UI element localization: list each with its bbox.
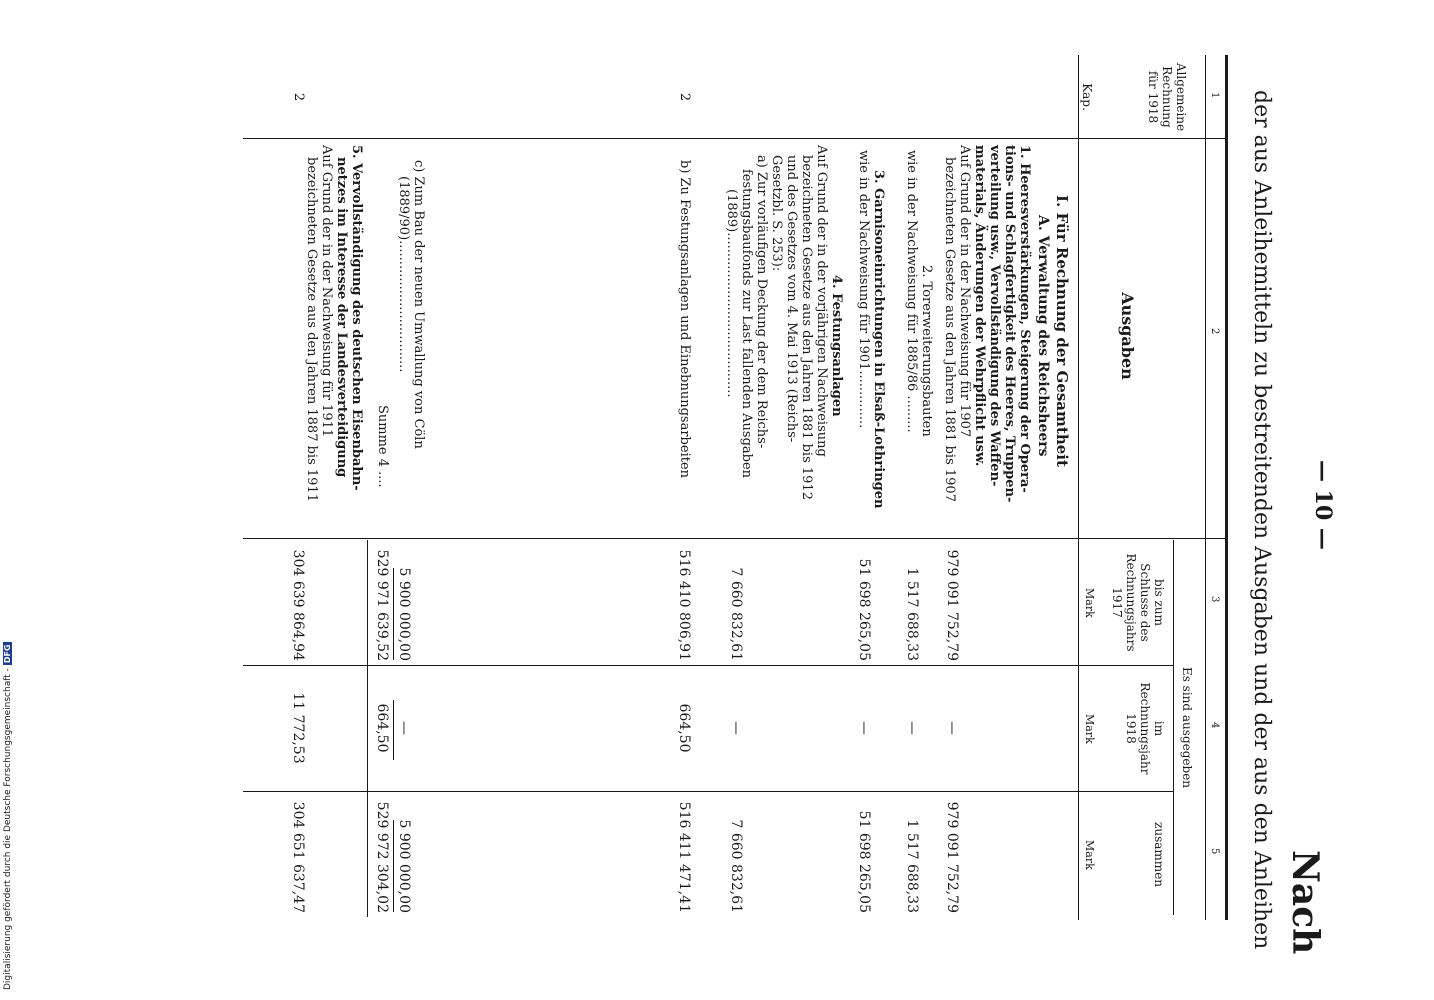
entry-2-line-2: wie in der Nachweisung für 1885/86 .........	[904, 150, 919, 433]
header-zusammen: zusammen	[1152, 822, 1166, 887]
header-allgemeine-rechnung: Allgemeine Rechnung für 1918	[1146, 62, 1188, 132]
entry-7-col4: 664,50	[374, 703, 390, 753]
entry-1-col3: 979 091 752,79	[944, 549, 960, 661]
unit-mark-3: Mark	[1083, 588, 1096, 618]
entry-5-col5: 516 411 471,41	[676, 801, 692, 913]
col-divider-1	[243, 138, 1228, 139]
entry-3-col5: 51 698 265,05	[856, 810, 872, 913]
title-nach: Nach	[1284, 850, 1326, 955]
credit-text: Digitalisierung gefördert durch die Deutsche Forschungsgemeinschaft -	[3, 668, 13, 990]
entry-2-col5: 1 517 688,33	[904, 819, 920, 913]
entry-6-line-2: (1889/90)................................	[396, 176, 411, 373]
sum-rule-col3	[393, 568, 394, 660]
entry-8-col3: 304 639 864,94	[290, 549, 306, 661]
header-bis-schluss-1917: bis zum Schlusse des Rechnungsjahrs 1917	[1110, 553, 1166, 652]
page-number: — 10 —	[1310, 460, 1336, 550]
entry-4-col3: 7 660 832,61	[728, 567, 744, 661]
colnum-5: 5	[1209, 848, 1220, 855]
header-kap: Kap.	[1080, 83, 1094, 111]
entry-6-col3: 5 900 000,00	[396, 567, 412, 661]
entry-2-line-1: 2. Torerweiterungsbauten	[919, 265, 934, 437]
entry-1-line-3: verteilung usw., Vervollständigung des Waffen-	[987, 145, 1002, 487]
entry-1-text	[942, 145, 1032, 502]
entry-8-line-1: 5. Vervollständigung des deutschen Eisenbahn-	[349, 145, 364, 491]
summe-4-label: Summe 4 ....	[375, 405, 390, 488]
header-es-sind-ausgegeben: Es sind ausgegeben	[1180, 666, 1194, 789]
colnum-4: 4	[1209, 722, 1220, 729]
header-ausgaben: Ausgaben	[1118, 292, 1137, 380]
entry-7-col3: 529 971 639,52	[374, 549, 390, 661]
entry-3-text	[856, 150, 886, 508]
sum-rule-col5	[393, 820, 394, 912]
entry-4-line-5: Gesetzbl. S. 253):	[769, 155, 784, 272]
entry-5-col4: 664,50	[676, 703, 692, 753]
entry-1-col4: —	[944, 721, 960, 735]
unit-mark-5: Mark	[1083, 840, 1096, 870]
section-title-main: I. Für Rechnung der Gesamtheit	[1053, 195, 1071, 467]
entry-8-col4: 11 772,53	[290, 692, 306, 764]
entry-7-text	[375, 405, 390, 488]
entry-8-text	[304, 145, 364, 502]
entry-1-line-1: 1. Heeresverstärkungen, Steigerung der Opera-	[1017, 145, 1032, 493]
entry-6-col5: 5 900 000,00	[396, 819, 412, 913]
col-divider-4	[243, 791, 1174, 792]
colnum-3: 3	[1209, 596, 1220, 603]
colnum-1: 1	[1209, 92, 1220, 99]
entry-8-line-3: Auf Grund der in der Nachweisung für 1911	[319, 145, 334, 438]
entry-4-col4: —	[728, 721, 744, 735]
sum-rule-col4	[393, 700, 394, 760]
table-top-rule	[1225, 55, 1228, 920]
header-rechnungsjahr-1918: im Rechnungsjahr 1918	[1124, 682, 1166, 775]
row-separator	[367, 540, 368, 917]
entry-2-text	[904, 150, 934, 437]
group-rule	[1173, 540, 1174, 915]
colnum-2: 2	[1209, 328, 1220, 335]
entry-4-line-7: festungsbaufonds zur Last fallenden Ausgaben	[739, 169, 754, 479]
entry-5-line-1: b) Zu Festungsanlagen und Einebnungsarbeiten	[677, 160, 692, 479]
entry-5-text	[677, 160, 692, 478]
entry-3-col3: 51 698 265,05	[856, 558, 872, 661]
entry-6-col4: —	[396, 721, 412, 735]
entry-6-line-1: c) Zum Bau der neuen Umwallung von Cöln	[411, 160, 426, 449]
entry-1-line-6: bezeichneten Gesetze aus den Jahren 1881 bis 1907	[942, 157, 957, 502]
entry-8-kap: 2	[291, 92, 306, 102]
entry-8-line-2: netzes im Interesse der Landesverteidigung	[334, 157, 349, 478]
entry-1-line-4: materials, Änderungen der Wehrpflicht usw.	[972, 145, 987, 467]
colnum-rule	[1205, 55, 1206, 920]
entry-4-text	[724, 145, 844, 500]
entry-3-line-2: wie in der Nachweisung für 1901..............	[856, 150, 871, 429]
title-subline: der aus Anleihemitteln zu bestreitenden Ausgaben und der aus den Anleihen	[1249, 90, 1274, 950]
entry-2-col4: —	[904, 721, 920, 735]
col-divider-3	[243, 665, 1174, 666]
entry-8-line-4: bezeichneten Gesetze aus den Jahren 1887 bis 1911	[304, 157, 319, 502]
entry-1-col5: 979 091 752,79	[944, 801, 960, 913]
entry-3-line-1: 3. Garnisoneinrichtungen in Elsaß-Lothringen	[871, 170, 886, 509]
entry-5-kap: 2	[677, 92, 692, 102]
entry-6-text	[396, 160, 426, 449]
entry-4-line-2: Auf Grund der in der vorjährigen Nachweisung	[814, 145, 829, 457]
entry-7-col5: 529 972 304,02	[374, 801, 390, 913]
entry-4-line-6: a) Zur vorläufigen Deckung der dem Reichs-	[754, 155, 769, 449]
entry-1-line-5: Auf Grund der in der Nachweisung für 1907	[957, 145, 972, 438]
col-divider-2	[243, 538, 1228, 539]
dfg-logo: DFG	[3, 644, 12, 664]
entry-4-line-8: (1889)........................................	[724, 189, 739, 398]
entry-4-line-1: 4. Festungsanlagen	[829, 275, 844, 417]
section-title-sub: A. Verwaltung des Reichsheers	[1035, 215, 1051, 457]
entry-5-col3: 516 410 806,91	[676, 549, 692, 661]
entry-4-line-3: bezeichneten Gesetze aus den Jahren 1881 bis 1912	[799, 155, 814, 500]
entry-1-line-2: tions- und Schlagfertigkeit des Heeres, Truppen-	[1002, 145, 1017, 503]
entry-4-col5: 7 660 832,61	[728, 819, 744, 913]
entry-2-col3: 1 517 688,33	[904, 567, 920, 661]
entry-3-col4: —	[856, 721, 872, 735]
entry-8-col5: 304 651 637,47	[290, 801, 306, 913]
unit-mark-4: Mark	[1083, 714, 1096, 744]
entry-4-line-4: und des Gesetzes vom 4. Mai 1913 (Reichs-	[784, 155, 799, 443]
